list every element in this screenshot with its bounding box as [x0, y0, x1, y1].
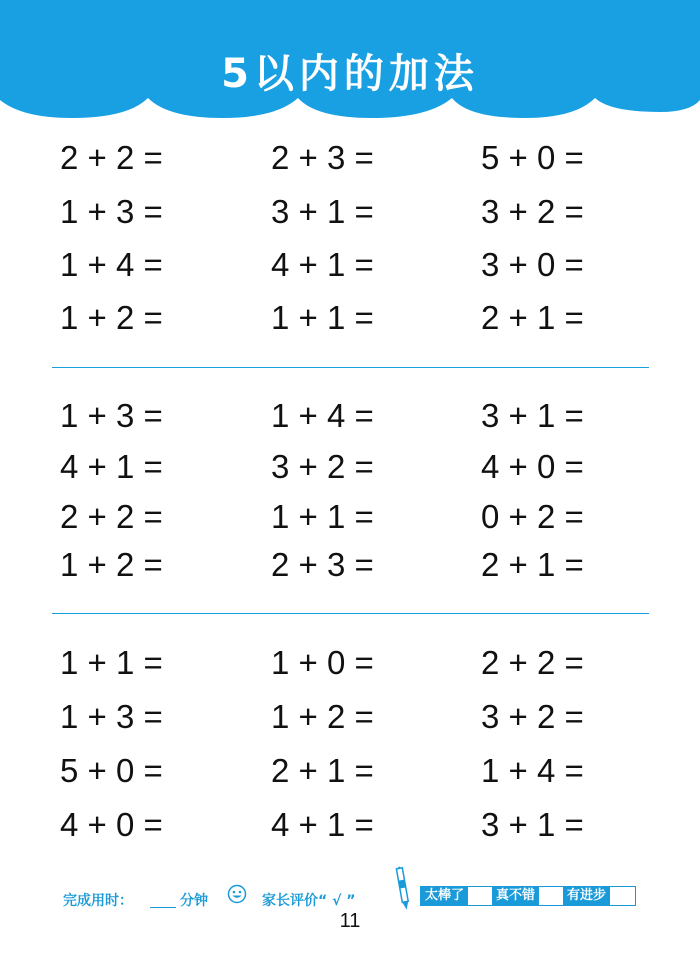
rating-label-good: 真不错 [492, 887, 539, 905]
addition-problem: 4 + 1 = [60, 448, 163, 485]
time-label: 完成用时： [63, 893, 133, 909]
addition-problem: 3 + 0 = [481, 246, 584, 283]
addition-problem: 1 + 3 = [60, 193, 163, 230]
addition-problem: 1 + 3 = [60, 397, 163, 434]
addition-problem: 2 + 2 = [60, 498, 163, 535]
addition-problem: 2 + 1 = [271, 752, 374, 789]
rating-label-progress: 有进步 [563, 887, 610, 905]
addition-problem: 1 + 1 = [60, 644, 163, 681]
addition-problem: 3 + 1 = [271, 193, 374, 230]
addition-problem: 4 + 0 = [481, 448, 584, 485]
rating-checkbox-good[interactable] [539, 887, 563, 904]
rating-options [420, 886, 636, 906]
addition-problem: 2 + 3 = [271, 139, 374, 176]
addition-problem: 4 + 0 = [60, 806, 163, 843]
addition-problem: 2 + 2 = [481, 644, 584, 681]
smiley-face-icon [227, 884, 247, 904]
addition-problem: 1 + 2 = [271, 698, 374, 735]
parent-eval-label: 家长评价“ √ ” [262, 893, 356, 909]
rating-checkbox-progress[interactable] [610, 887, 635, 904]
addition-problem: 1 + 0 = [271, 644, 374, 681]
addition-problem: 5 + 0 = [481, 139, 584, 176]
addition-problem: 2 + 1 = [481, 546, 584, 583]
addition-problem: 3 + 2 = [481, 698, 584, 735]
addition-problem: 1 + 2 = [60, 299, 163, 336]
addition-problem: 3 + 1 = [481, 397, 584, 434]
section-divider [52, 613, 649, 614]
addition-problem: 1 + 1 = [271, 498, 374, 535]
addition-problem: 2 + 1 = [481, 299, 584, 336]
addition-problem: 1 + 1 = [271, 299, 374, 336]
minutes-label: 分钟 [180, 893, 208, 909]
addition-problem: 1 + 4 = [271, 397, 374, 434]
addition-problem: 1 + 4 = [60, 246, 163, 283]
addition-problem: 4 + 1 = [271, 806, 374, 843]
page-title: 5以内的加法 [221, 51, 479, 97]
section-divider [52, 367, 649, 368]
addition-problem: 1 + 4 = [481, 752, 584, 789]
addition-problem: 3 + 2 = [271, 448, 374, 485]
addition-problem: 0 + 2 = [481, 498, 584, 535]
addition-problem: 1 + 3 = [60, 698, 163, 735]
rating-checkbox-great[interactable] [468, 887, 492, 904]
addition-problem: 4 + 1 = [271, 246, 374, 283]
addition-problem: 2 + 2 = [60, 139, 163, 176]
page-number: 11 [339, 910, 361, 932]
addition-problem: 3 + 2 = [481, 193, 584, 230]
time-blank[interactable] [150, 907, 176, 908]
addition-problem: 3 + 1 = [481, 806, 584, 843]
rating-label-great: 太棒了 [421, 887, 468, 905]
pencil-icon [394, 866, 412, 912]
addition-problem: 1 + 2 = [60, 546, 163, 583]
addition-problem: 5 + 0 = [60, 752, 163, 789]
addition-problem: 2 + 3 = [271, 546, 374, 583]
